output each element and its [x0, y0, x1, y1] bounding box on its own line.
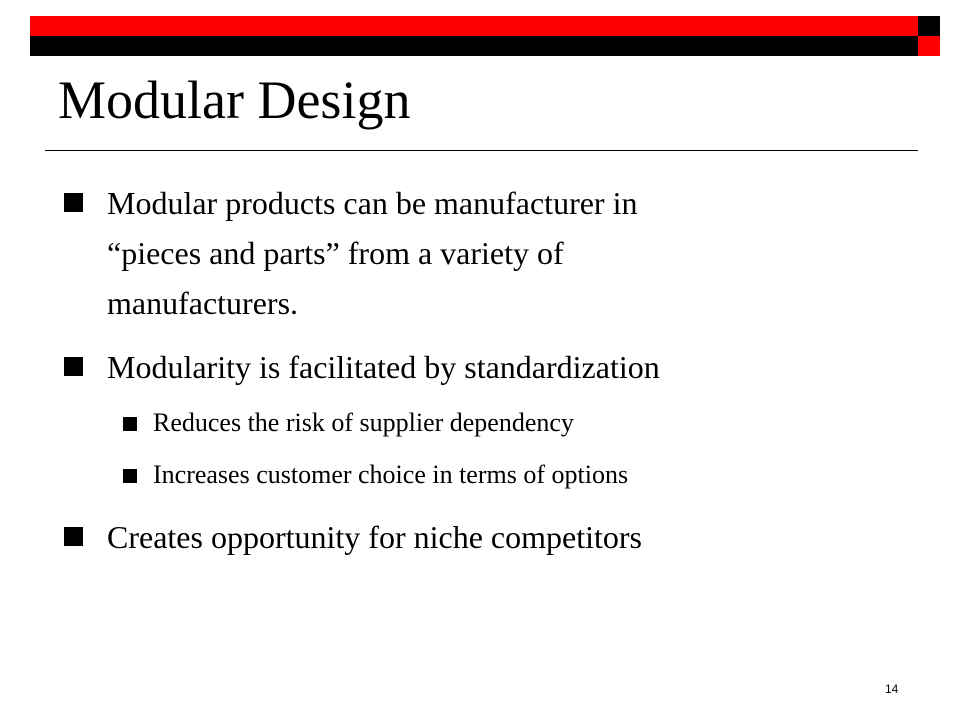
square-bullet-icon	[64, 193, 83, 212]
top-black-bar	[30, 36, 940, 56]
square-bullet-icon	[123, 469, 137, 483]
bullet-text-line: Modularity is facilitated by standardization	[107, 349, 660, 385]
slide-title: Modular Design	[58, 70, 411, 130]
square-bullet-icon	[123, 417, 137, 431]
sub-bullet-text: Increases customer choice in terms of options	[153, 460, 629, 489]
bullet-text-line: manufacturers.	[107, 285, 299, 321]
square-bullet-icon	[64, 357, 83, 376]
bullet-text-line: Creates opportunity for niche competitors	[107, 519, 642, 555]
corner-black-square	[918, 16, 940, 36]
bullet-text-line: Modular products can be manufacturer in	[107, 185, 638, 221]
bullet-text-line: “pieces and parts” from a variety of	[107, 235, 564, 271]
top-red-bar	[30, 16, 940, 36]
corner-red-square	[918, 36, 940, 56]
sub-bullet-text: Reduces the risk of supplier dependency	[153, 408, 574, 437]
square-bullet-icon	[64, 527, 83, 546]
title-divider	[45, 150, 918, 151]
page-number: 14	[885, 682, 899, 696]
